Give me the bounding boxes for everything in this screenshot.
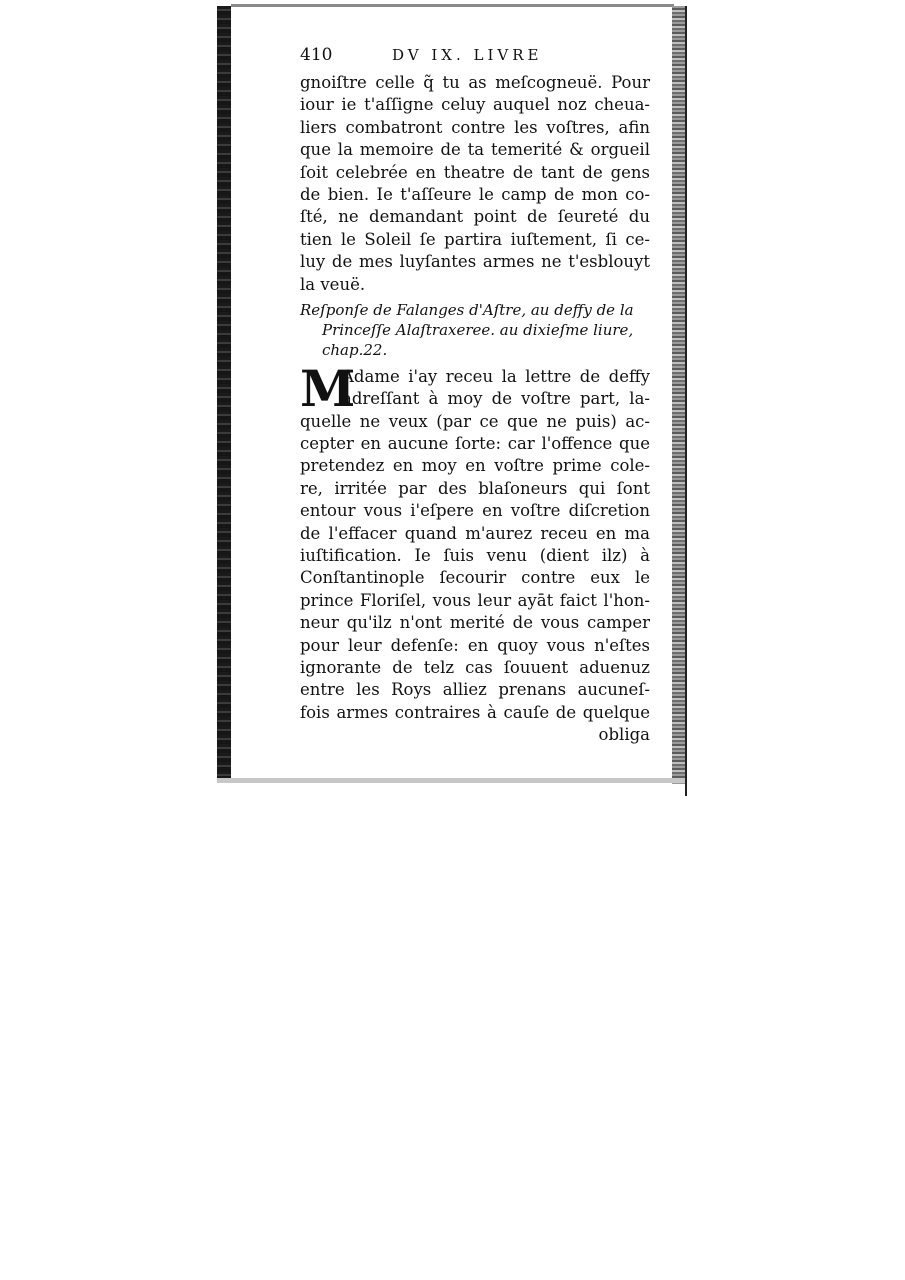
text-line: Adame i'ay receu la lettre de deffy bbox=[342, 366, 650, 386]
text-line: gnoiſtre celle q̃ tu as meſcogneuë. Pour bbox=[300, 73, 650, 92]
text-line: de bien. Ie t'aſſeure le camp de mon co- bbox=[300, 184, 650, 204]
text-line: cepter en aucune ſorte: car l'offence que bbox=[300, 434, 650, 454]
text-line: la veuë. bbox=[300, 274, 366, 294]
text-line: re, irritée par des blaſoneurs qui ſont bbox=[300, 478, 650, 498]
letter-paragraph bbox=[300, 358, 650, 747]
page-text bbox=[300, 44, 650, 747]
text-line: entre les Roys alliez prenans aucuneſ- bbox=[300, 680, 650, 700]
body-paragraph bbox=[300, 72, 650, 296]
running-head: DV IX. LIVRE bbox=[392, 46, 543, 64]
text-line: ignorante de telz cas ſouuent aduenuz bbox=[300, 657, 650, 677]
text-line: tien le Soleil ſe partira iuſtement, ſi ce- bbox=[300, 229, 650, 249]
text-line: entour vous i'eſpere en voſtre diſcretion bbox=[300, 501, 650, 521]
text-line: pretendez en moy en voſtre prime cole- bbox=[300, 456, 650, 476]
text-line: quelle ne veux (par ce que ne puis) ac- bbox=[300, 411, 650, 431]
catchword: obliga bbox=[598, 725, 650, 745]
page-top-edge bbox=[231, 4, 674, 7]
text-line: ſté, ne demandant point de ſeureté du bbox=[300, 207, 650, 227]
heading-line: Princeſſe Alaſtraxeree. au dixieſme liure, bbox=[322, 320, 634, 339]
text-line: fois armes contraires à cauſe de quelque bbox=[300, 702, 650, 722]
text-line: luy de mes luyſantes armes ne t'esblouyt bbox=[300, 252, 650, 272]
text-line: prince Floriſel, vous leur ayāt faict l'hon- bbox=[300, 590, 650, 610]
drop-cap: M bbox=[300, 358, 356, 418]
page-header bbox=[300, 44, 650, 72]
page-binding-edge bbox=[217, 6, 231, 782]
text-line: adreſſant à moy de voſtre part, la- bbox=[342, 389, 650, 409]
section-heading bbox=[300, 300, 650, 360]
page-number: 410 bbox=[300, 45, 333, 65]
page-fore-edge-line bbox=[685, 6, 687, 796]
text-line: iuſtification. Ie ſuis venu (dient ilz) à bbox=[300, 546, 650, 566]
text-line: que la memoire de ta temerité & orgueil bbox=[300, 140, 650, 160]
text-line: pour leur defenſe: en quoy vous n'eſtes bbox=[300, 635, 650, 655]
text-line: de l'effacer quand m'aurez receu en ma bbox=[300, 523, 650, 543]
text-line: ſoit celebrée en theatre de tant de gens bbox=[300, 162, 650, 182]
text-line: liers combatront contre les voſtres, afin bbox=[300, 117, 650, 137]
text-line: iour ie t'aſſigne celuy auquel noz cheua- bbox=[300, 95, 650, 115]
text-line: Conſtantinople ſecourir contre eux le bbox=[300, 568, 650, 588]
page-bottom-edge bbox=[217, 778, 685, 783]
heading-line: Reſponſe de Falanges d'Aſtre, au deffy de la bbox=[300, 300, 634, 319]
text-line: neur qu'ilz n'ont merité de vous camper bbox=[300, 613, 650, 633]
heading-line: chap.22. bbox=[322, 340, 388, 359]
page-fore-edge bbox=[672, 6, 685, 784]
